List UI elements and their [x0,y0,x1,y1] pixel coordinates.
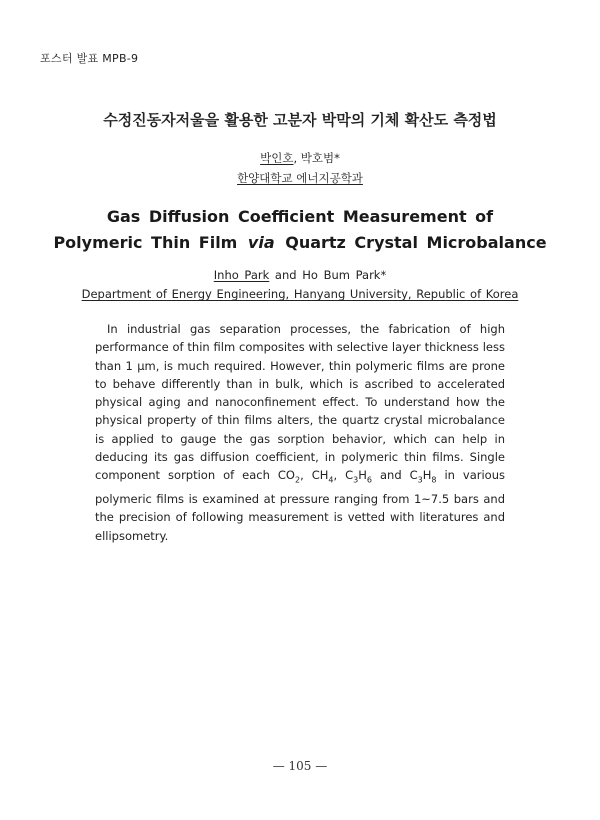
formula-ch4: $CH_4$ [311,468,334,485]
formula-c3h6: $C_3H_6$ [345,468,372,485]
abstract-body: In industrial gas separation processes, the fabrication of high performance of thin film composites with selective layer thickness less than 1 μm, is much required. However, thin polymeric films are prone to behave differently than in bulk, which is ascribed to accelerated physical aging and nanoconfinement effect. To understand how the physical property of thin films alters, the quartz crystal microbalance is applied to gauge the gas sorption behavior, which can help in deducing its gas diffusion coefficient, in polymeric thin films. Single component sorption of each $CO_2$, $CH_4$, $C_3H_6$ and $C_3H_8$ in various polymeric films is examined at pressure ranging from 1~7.5 bars and the precision of following measurement is vetted with literatures and ellipsometry. [95,322,505,543]
korean-authors [0,150,600,166]
english-corresponding-author: Ho Bum Park* [302,268,387,282]
korean-corresponding-author: 박호범* [300,151,340,165]
english-title-line1: Gas Diffusion Coefficient Measurement of [106,207,494,226]
page-number: — 105 — [272,759,328,773]
korean-title: 수정진동자저울을 활용한 고분자 박막의 기체 확산도 측정법 [103,111,497,129]
english-title [0,204,600,256]
english-author-separator: and [269,268,303,282]
english-title-part-a: Polymeric Thin Film [53,233,238,252]
english-title-line2 [0,230,600,256]
english-presenting-author: Inho Park [213,268,270,282]
abstract-text-1: In industrial gas separation processes, the fabrication of high performance of thin film composites with selective layer thickness less than 1 μm, is much required. However, thin polymeric films are prone to behave differently than in bulk, which is ascribed to accelerated physical aging and nanoconfinement effect. To understand how the physical property of thin films alters, the quartz crystal microbalance is applied to gauge the gas sorption behavior, which can help in deducing its gas diffusion coefficient, in polymeric thin films. Single component sorption of each [95,322,505,483]
korean-author-separator: , [293,151,301,165]
session-tag: 포스터 발표 MPB-9 [40,52,139,65]
english-title-via: via [247,233,275,252]
english-authors [0,268,600,282]
abstract-text-2: in various polymeric films is examined at pressure ranging from 1~7.5 bars and the precision of following measurement is vetted with literatures and ellipsometry. [95,468,505,543]
formula-c3h8: $C_3H_8$ [409,468,437,485]
english-affiliation: Department of Energy Engineering, Hanyang University, Republic of Korea [81,287,519,301]
korean-presenting-author: 박인호 [260,151,294,165]
formula-co2: $CO_2$ [277,468,301,485]
english-title-part-b: Quartz Crystal Microbalance [285,233,547,252]
korean-affiliation: 한양대학교 에너지공학과 [237,171,363,185]
